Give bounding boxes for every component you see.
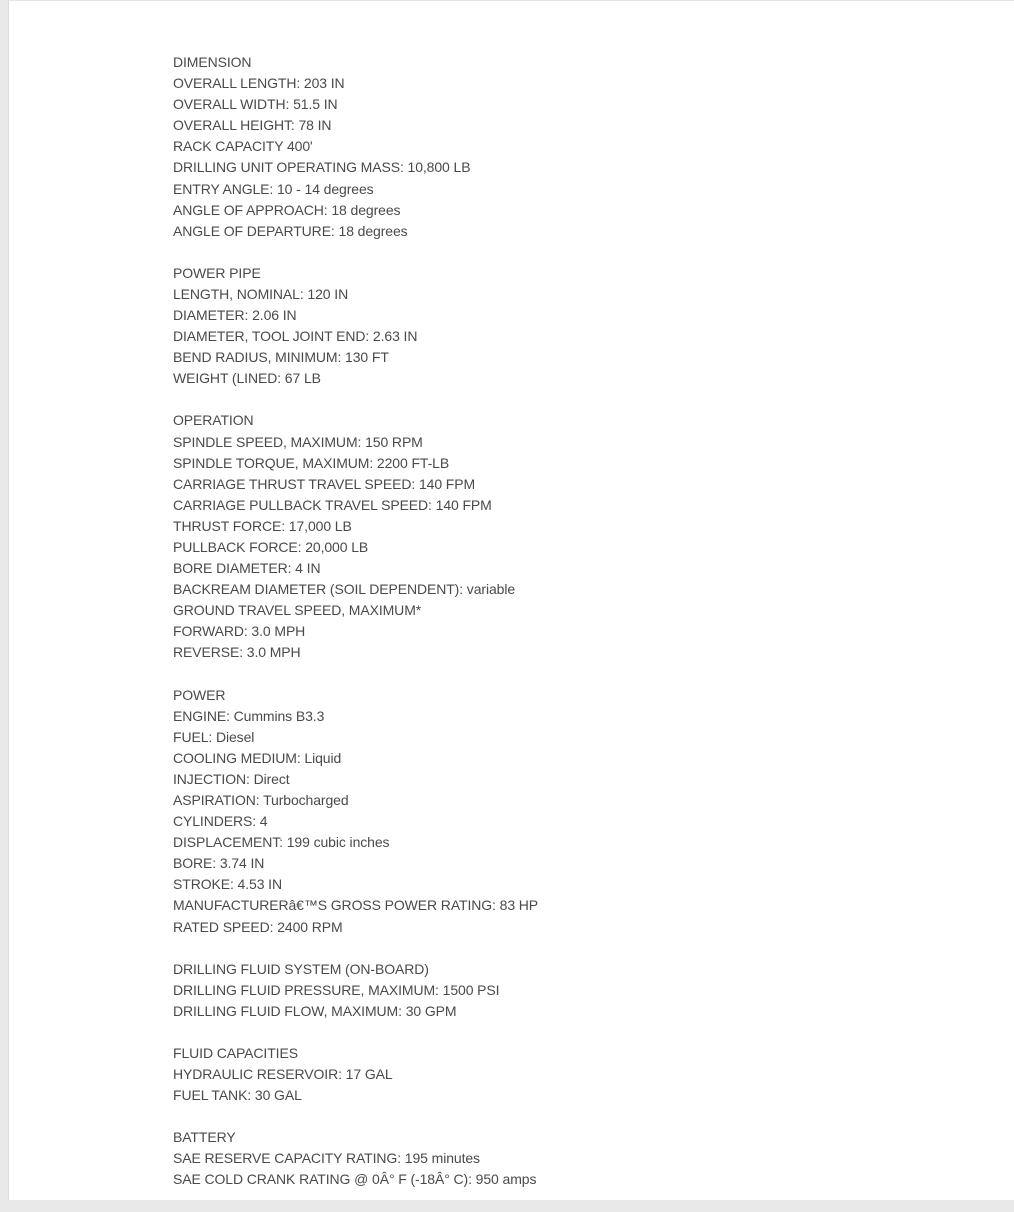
spec-line: FUEL: Diesel (173, 728, 255, 745)
spec-line: SAE RESERVE CAPACITY RATING: 195 minutes (173, 1150, 480, 1167)
spec-line: DRILLING UNIT OPERATING MASS: 10,800 LB (173, 159, 471, 176)
spec-line: BEND RADIUS, MINIMUM: 130 FT (173, 349, 389, 366)
spec-line: ASPIRATION: Turbocharged (173, 792, 349, 808)
spec-section (173, 685, 973, 938)
spec-line: SPINDLE TORQUE, MAXIMUM: 2200 FT-LB (173, 454, 450, 471)
spec-line: CARRIAGE PULLBACK TRAVEL SPEED: 140 FPM (173, 496, 492, 513)
section-heading: POWER (173, 686, 226, 703)
spec-line: DIAMETER: 2.06 IN (173, 307, 297, 324)
spec-line: RATED SPEED: 2400 RPM (173, 918, 343, 935)
spec-line: FORWARD: 3.0 MPH (173, 623, 306, 640)
spec-line: OVERALL WIDTH: 51.5 IN (173, 96, 338, 113)
spec-sheet (173, 52, 973, 1212)
spec-line: FUEL TANK: 30 GAL (173, 1087, 302, 1104)
spec-line: GROUND TRAVEL SPEED, MAXIMUM* (173, 602, 422, 619)
spec-line: CARRIAGE THRUST TRAVEL SPEED: 140 FPM (173, 475, 476, 492)
spec-line: SAE COLD CRANK RATING @ 0Â° F (-18Â° C): 950 amps (173, 1171, 537, 1188)
section-heading: OPERATION (173, 412, 254, 429)
section-heading: DRILLING FLUID SYSTEM (ON-BOARD) (173, 960, 429, 977)
spec-line: CYLINDERS: 4 (173, 813, 268, 830)
spec-line: ANGLE OF APPROACH: 18 degrees (173, 201, 401, 218)
section-heading: DIMENSION (173, 54, 252, 70)
section-heading: BATTERY (173, 1129, 236, 1146)
section-heading: POWER PIPE (173, 264, 261, 281)
spec-line: MANUFACTURERâ€™S GROSS POWER RATING: 83 HP (173, 897, 539, 914)
spec-line: THRUST FORCE: 17,000 LB (173, 517, 352, 534)
spec-line: STROKE: 4.53 IN (173, 876, 282, 893)
spec-line: COOLING MEDIUM: Liquid (173, 749, 342, 766)
spec-line: REVERSE: 3.0 MPH (173, 644, 301, 661)
spec-line: BORE: 3.74 IN (173, 855, 265, 872)
section-heading: FLUID CAPACITIES (173, 1044, 298, 1061)
spec-line: SPINDLE SPEED, MAXIMUM: 150 RPM (173, 433, 423, 450)
spec-line: RACK CAPACITY 400' (173, 138, 313, 155)
spec-line: PULLBACK FORCE: 20,000 LB (173, 538, 369, 555)
spec-line: HYDRAULIC RESERVOIR: 17 GAL (173, 1066, 393, 1083)
spec-line: ENGINE: Cummins B3.3 (173, 707, 325, 724)
spec-line: INJECTION: Direct (173, 770, 290, 787)
spec-line: DISPLACEMENT: 199 cubic inches (173, 834, 390, 851)
spec-section (173, 52, 973, 242)
spec-section (173, 1043, 973, 1106)
spec-section (173, 1127, 973, 1190)
spec-line: ANGLE OF DEPARTURE: 18 degrees (173, 222, 408, 239)
spec-line: WEIGHT (LINED: 67 LB (173, 370, 321, 387)
spec-section (173, 410, 973, 663)
spec-line: ENTRY ANGLE: 10 - 14 degrees (173, 180, 374, 197)
spec-line: OVERALL LENGTH: 203 IN (173, 75, 345, 92)
spec-line: OVERALL HEIGHT: 78 IN (173, 117, 332, 134)
spec-line: DRILLING FLUID FLOW, MAXIMUM: 30 GPM (173, 1002, 457, 1019)
spec-line: BACKREAM DIAMETER (SOIL DEPENDENT): variable (173, 581, 516, 598)
page-panel (8, 0, 1014, 1200)
spec-line: DRILLING FLUID PRESSURE, MAXIMUM: 1500 PSI (173, 981, 500, 998)
spec-line: BORE DIAMETER: 4 IN (173, 560, 321, 577)
spec-section (173, 263, 973, 390)
spec-line: LENGTH, NOMINAL: 120 IN (173, 285, 349, 302)
spec-section (173, 959, 973, 1022)
spec-line: DIAMETER, TOOL JOINT END: 2.63 IN (173, 328, 418, 345)
